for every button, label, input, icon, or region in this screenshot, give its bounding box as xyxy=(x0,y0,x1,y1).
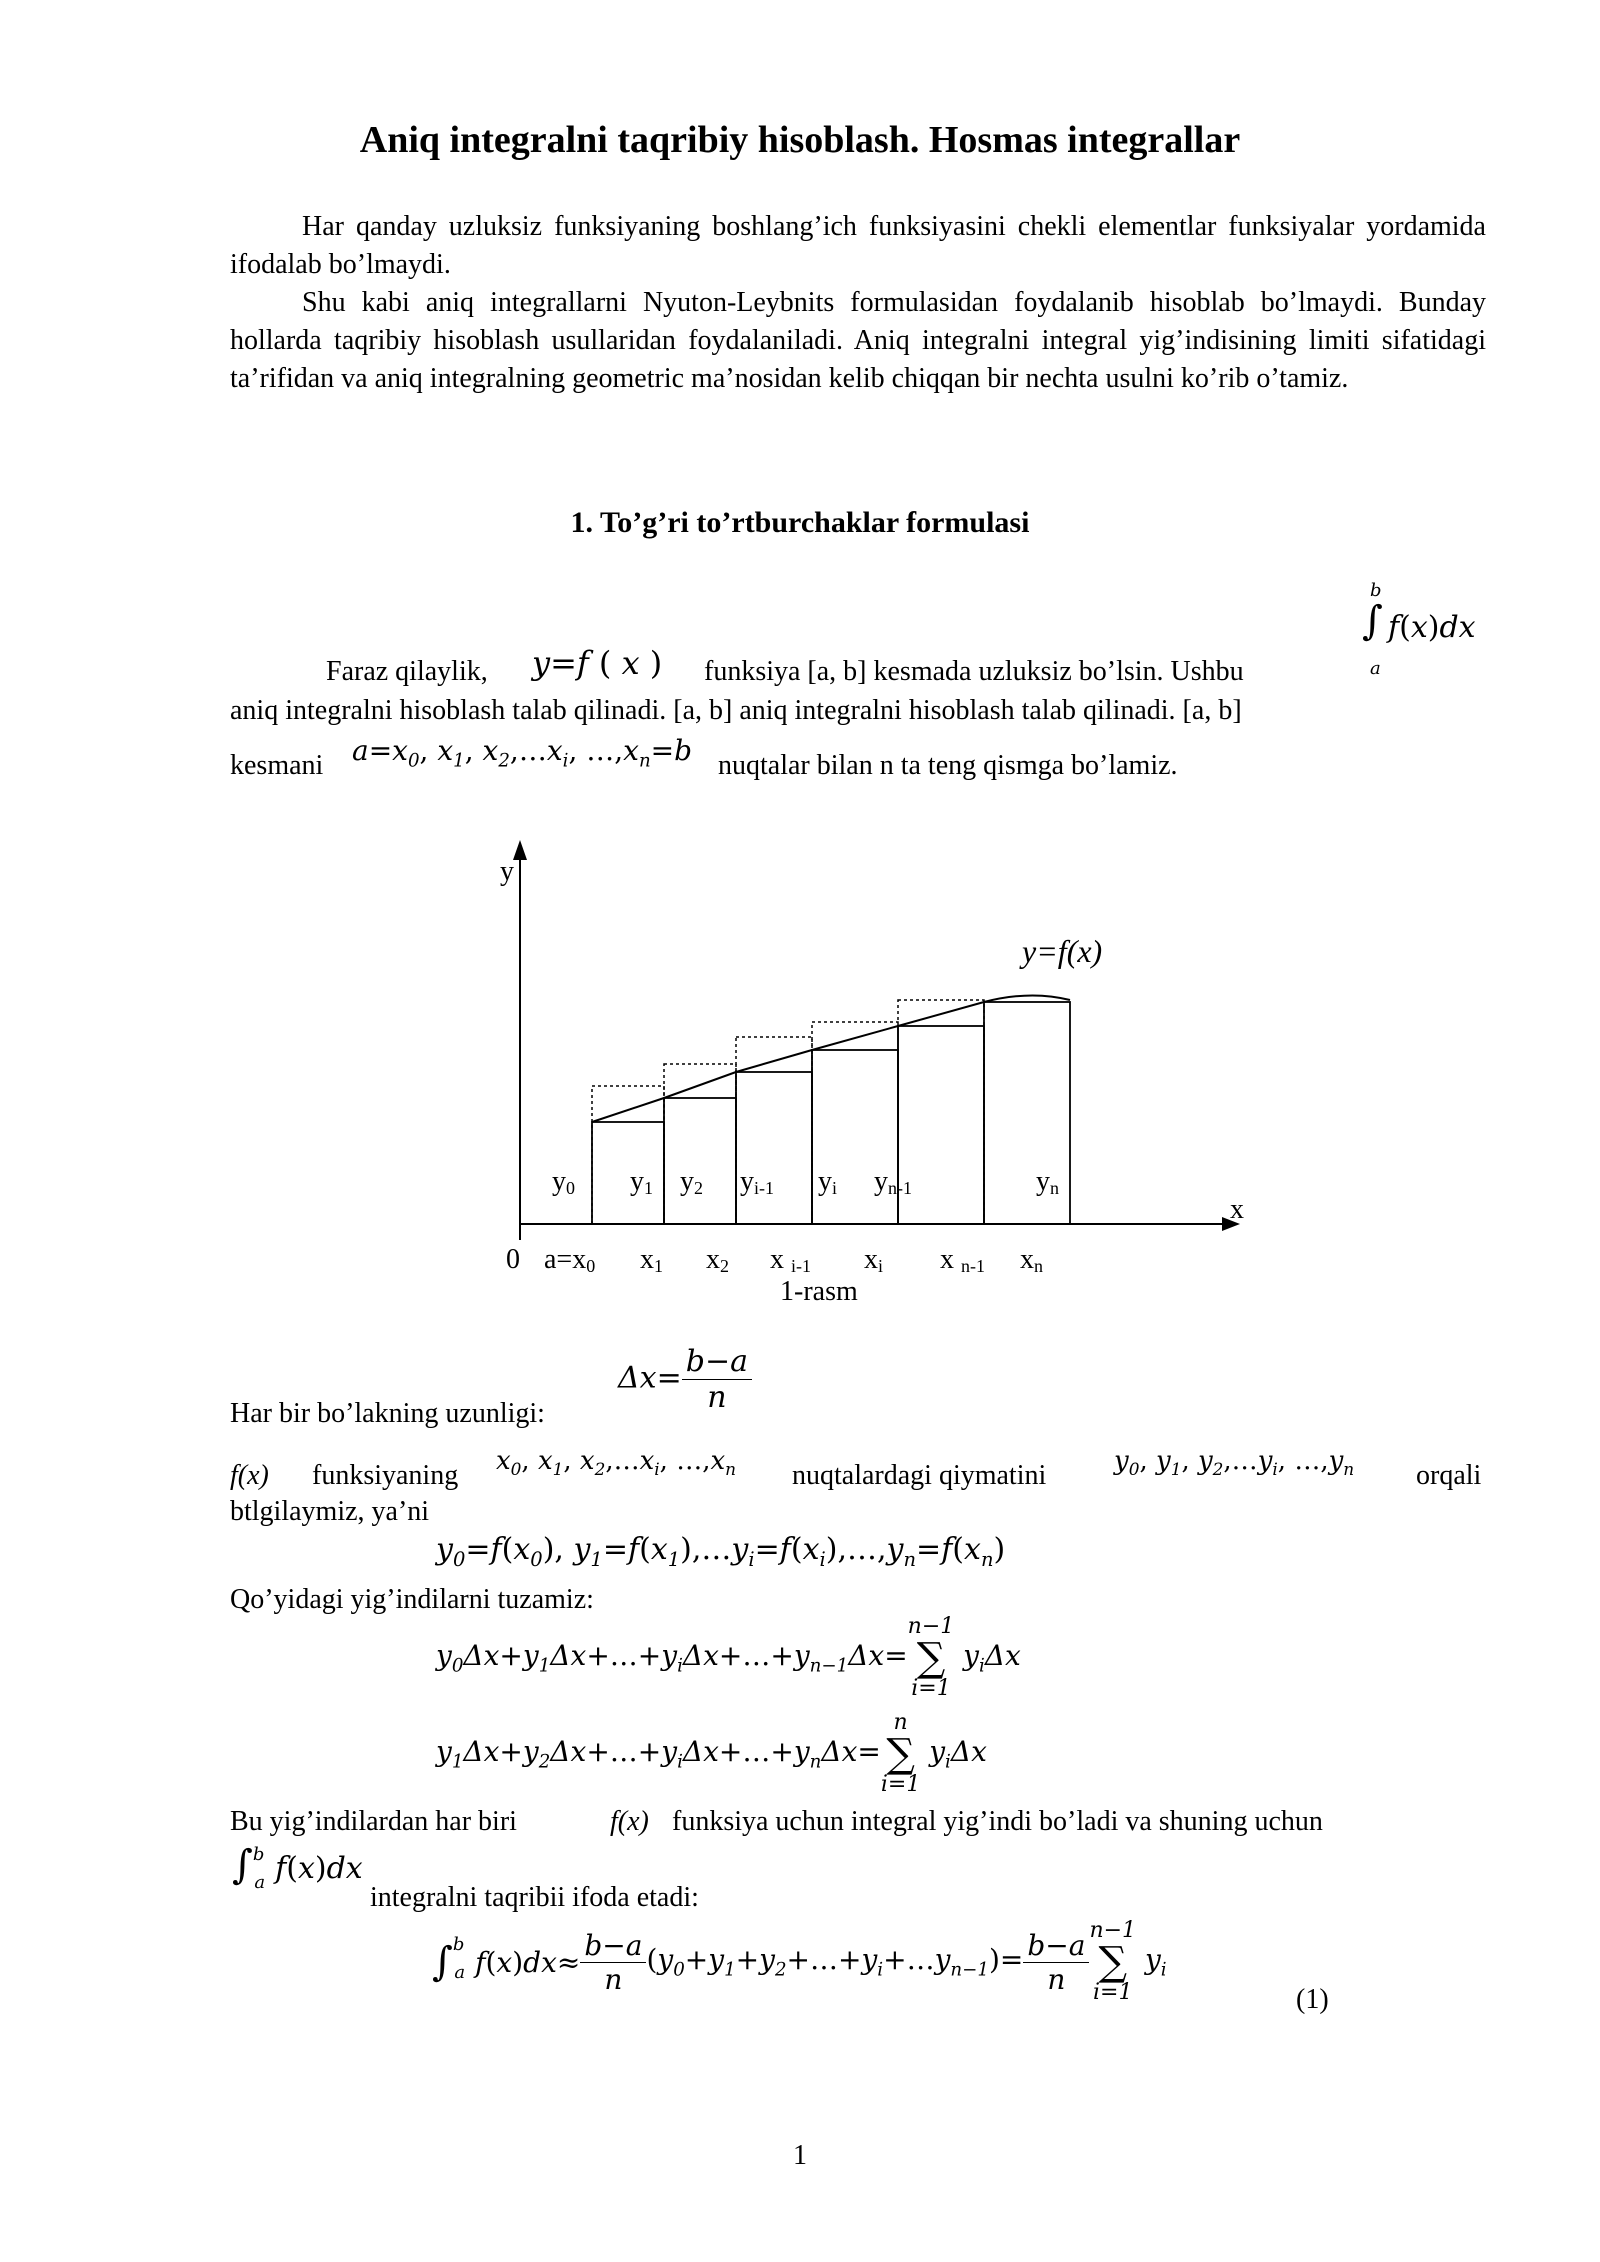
fx-label-2: f(x) xyxy=(610,1806,649,1837)
nuqtalardagi-text: nuqtalardagi qiymatini xyxy=(792,1460,1047,1491)
y-label-i: yi xyxy=(818,1166,838,1198)
x-label-n-1: x n-1 xyxy=(940,1244,985,1276)
y-label-1: y1 xyxy=(630,1166,653,1198)
funksiya-text: funksiya [a, b] kesmada uzluksiz bo’lsin. Ushbu xyxy=(704,656,1244,687)
qoyidagi-text: Qo’yidagi yig’indilarni tuzamiz: xyxy=(230,1584,594,1615)
y-equals-f-formula: $y_0=f(x_0)$, $y_1=f(x_1),\dots y_i=f(x_i),\dots,y_n=f(x_n)$ xyxy=(436,1532,1006,1571)
y-axis-label: y xyxy=(500,856,514,887)
y-value-labels xyxy=(552,1166,1059,1198)
y-label-i-1: yi-1 xyxy=(740,1166,774,1198)
x-label-0: a=x0 xyxy=(544,1244,596,1276)
integral-inline-formula: ∫$^b_a$ f(x)dx xyxy=(232,1842,363,1893)
figure-caption: 1-rasm xyxy=(780,1276,858,1307)
x-points-formula: $x_0$, $x_1$, $x_2,\dots x_i$, $\dots,x_n$ xyxy=(496,1446,737,1480)
x-label-n: xn xyxy=(1020,1244,1043,1276)
har-bir-text: Har bir bo’lakning uzunligi: xyxy=(230,1398,545,1429)
page-number: 1 xyxy=(793,2140,807,2171)
rectangles-figure xyxy=(470,840,1270,1320)
intro-paragraph-2: Shu kabi aniq integrallarni Nyuton-Leybnits formulasidan foydalanib hisoblab bo’lmaydi. Bunday hollarda taqribiy hisoblash usullaridan foydalaniladi. Aniq integralni integral yig’indisining limiti sifatidagi ta’rifidan va aniq integralning geometric ma’nosidan kelib chiqqan bir nechta usulni ko’rib o’tamiz. xyxy=(230,287,1486,394)
function-y-fx: y=f ( x ) xyxy=(532,644,663,682)
left-sum-formula: $y_0\Delta x+y_1\Delta x+\dots+y_i\Delta x+\dots+y_{n-1}\Delta x=$ n−1 ∑ i=1 $y_i\Delta x$ xyxy=(436,1614,1021,1701)
origin-label: 0 xyxy=(506,1244,520,1275)
orqali-text: orqali xyxy=(1416,1460,1482,1491)
x-axis-label: x xyxy=(1230,1194,1244,1225)
bu-yigindilar-text: Bu yig’indilardan har biri xyxy=(230,1806,517,1837)
x-label-i-1: x i-1 xyxy=(770,1244,811,1276)
y-label-n-1: yn-1 xyxy=(874,1166,912,1198)
partition-points-formula: $a=x_0$, $x_1$, $x_2,\dots x_i$, $\dots,x_n=b$ xyxy=(352,734,693,772)
funksiyaning-text: funksiyaning xyxy=(312,1460,459,1491)
equation-number: (1) xyxy=(1296,1984,1329,2015)
fx-label: f(x) xyxy=(230,1460,269,1491)
x-value-labels xyxy=(544,1244,1043,1276)
nuqtalar-text: nuqtalar bilan n ta teng qismga bo’lamiz. xyxy=(718,750,1178,781)
y-label-0: y0 xyxy=(552,1166,575,1198)
section-heading: 1. To’g’ri to’rtburchaklar formulasi xyxy=(570,506,1030,539)
x-label-2: x2 xyxy=(706,1244,729,1276)
curve-label: y=f(x) xyxy=(1022,933,1103,969)
line-aniq-integralni: aniq integralni hisoblash talab qilinadi. [a, b] aniq integralni hisoblash talab qilinadi. [a, b] xyxy=(230,695,1242,726)
y-axis-arrow xyxy=(513,840,527,860)
y-label-2: y2 xyxy=(680,1166,703,1198)
right-sum-formula: $y_1\Delta x+y_2\Delta x+\dots+y_i\Delta x+\dots+y_n\Delta x=$ n ∑ i=1 $y_i\Delta x$ xyxy=(436,1710,987,1797)
y-label-n: yn xyxy=(1036,1166,1059,1198)
delta-x-formula: Δx= $\frac{b-a}{n}$ xyxy=(618,1344,752,1415)
faraz-text: Faraz qilaylik, xyxy=(326,656,488,687)
x-label-i: xi xyxy=(864,1244,884,1276)
btlgilaymiz-text: btlgilaymiz, ya’ni xyxy=(230,1496,430,1527)
integralni-taqribii-text: integralni taqribii ifoda etadi: xyxy=(370,1882,699,1913)
page-title: Aniq integralni taqribiy hisoblash. Hosmas integrallar xyxy=(359,119,1241,161)
y-values-formula: $y_0$, $y_1$, $y_2,\dots y_i$, $\dots,y_n$ xyxy=(1114,1446,1355,1480)
x-label-1: x1 xyxy=(640,1244,663,1276)
bu-yigindilar-text-2: funksiya uchun integral yig’indi bo’ladi va shuning uchun xyxy=(672,1806,1323,1837)
intro-paragraph-1: Har qanday uzluksiz funksiyaning boshlang’ich funksiyasini chekli elementlar funksiyalar yordamida ifodalab bo’lmaydi. xyxy=(230,211,1486,280)
rectangle-formula-1: ∫ b a f(x)dx≈ $\frac{b-a}{n}$ $(y_0+y_1+y_2+\dots+y_i+\dots y_{n-1})=$ $\frac{b-a}{n}$ n−1 ∑ i=1 $y_i$ xyxy=(432,1918,1167,2005)
kesmani-text: kesmani xyxy=(230,750,324,781)
